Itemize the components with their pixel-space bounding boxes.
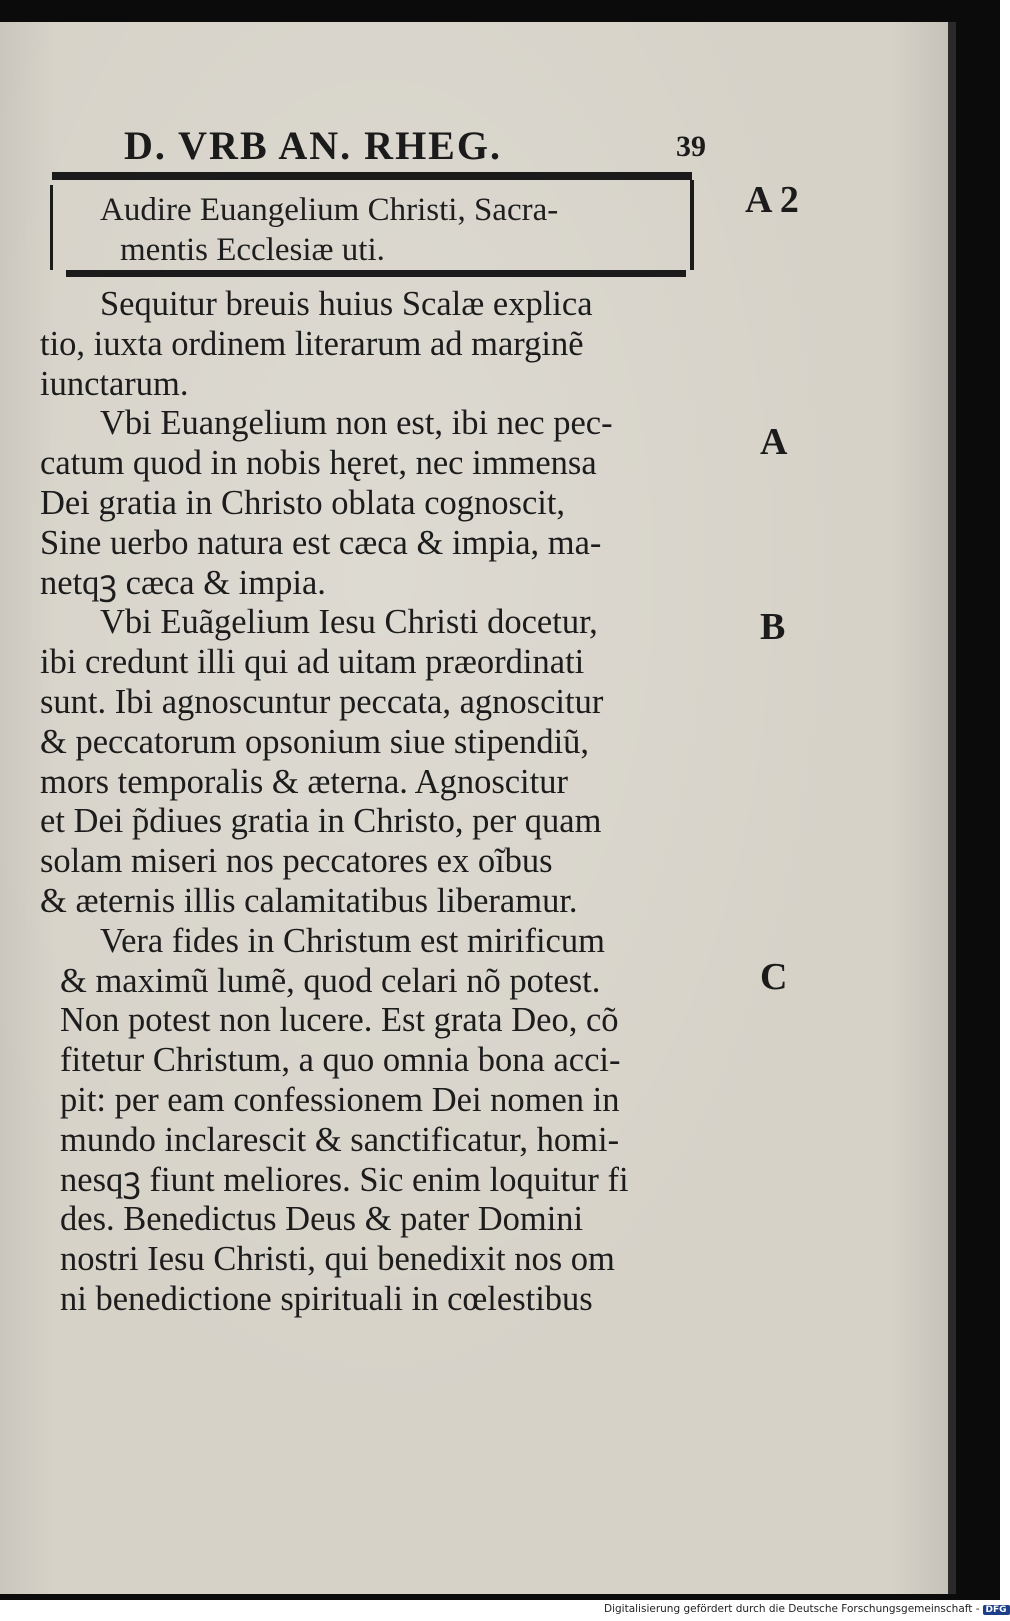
margin-letter-c: C bbox=[760, 956, 788, 998]
running-head: D. VRB AN. RHEG. bbox=[124, 123, 502, 168]
page-number: 39 bbox=[676, 130, 706, 163]
box-bottom-rule bbox=[66, 270, 686, 277]
page-edge bbox=[948, 22, 956, 1594]
margin-letter-a: A bbox=[760, 421, 788, 463]
box-left-rule bbox=[50, 185, 53, 270]
text-line: solam miseri nos peccatores ex oĩbus bbox=[40, 842, 553, 881]
boxed-heading-line-1: Audire Euangelium Christi, Sacra- bbox=[100, 192, 559, 228]
text-line: nesqꝫ fiunt meliores. Sic enim loquitur fi bbox=[60, 1160, 629, 1199]
text-line: Vera fides in Christum est mirificum bbox=[100, 921, 605, 960]
text-line: sunt. Ibi agnoscuntur peccata, agnoscitur bbox=[40, 682, 604, 721]
text-line: pit: per eam confessionem Dei nomen in bbox=[60, 1080, 620, 1119]
text-line: Vbi Euangelium non est, ibi nec pec- bbox=[100, 404, 613, 443]
text-line: mundo inclarescit & sanctificatur, homi- bbox=[60, 1120, 620, 1159]
text-line: Vbi Euãgelium Iesu Christi docetur, bbox=[100, 603, 598, 642]
text-line: Non potest non lucere. Est grata Deo, cõ bbox=[60, 1001, 619, 1040]
margin-letter-b: B bbox=[760, 606, 786, 648]
text-line: & æternis illis calamitatibus liberamur. bbox=[40, 881, 578, 920]
text-line: iunctarum. bbox=[40, 364, 189, 403]
body-text bbox=[40, 285, 712, 1320]
box-top-rule bbox=[52, 172, 692, 180]
text-line: nostri Iesu Christi, qui benedixit nos om bbox=[60, 1240, 615, 1279]
text-line: netqꝫ cæca & impia. bbox=[40, 563, 326, 602]
text-line: fitetur Christum, a quo omnia bona acci- bbox=[60, 1041, 621, 1080]
text-line: mors temporalis & æterna. Agnoscitur bbox=[40, 762, 568, 801]
text-line: ni benedictione spirituali in cœlestibus bbox=[60, 1279, 593, 1318]
digitization-credit bbox=[604, 1603, 1010, 1615]
text-line: Dei gratia in Christo oblata cognoscit, bbox=[40, 483, 566, 522]
credit-text: Digitalisierung gefördert durch die Deutsche Forschungsgemeinschaft - bbox=[604, 1603, 980, 1615]
text-line: des. Benedictus Deus & pater Domini bbox=[60, 1200, 584, 1239]
boxed-heading-line-2: mentis Ecclesiæ uti. bbox=[120, 232, 385, 268]
text-line: tio, iuxta ordinem literarum ad marginẽ bbox=[40, 324, 584, 363]
dfg-logo: DFG bbox=[983, 1605, 1010, 1615]
text-line: et Dei p̃diues gratia in Christo, per quam bbox=[40, 802, 602, 841]
text-line: catum quod in nobis hęret, nec immensa bbox=[40, 444, 597, 483]
text-line: Sequitur breuis huius Scalæ explica bbox=[100, 285, 593, 323]
text-line: ibi credunt illi qui ad uitam præordinati bbox=[40, 643, 585, 682]
margin-letter-a2: A 2 bbox=[745, 179, 799, 221]
text-line: Sine uerbo natura est cæca & impia, ma- bbox=[40, 523, 602, 562]
boxed-heading bbox=[100, 190, 700, 270]
text-line: & maximũ lumẽ, quod celari nõ potest. bbox=[60, 961, 601, 1000]
text-line: & peccatorum opsonium siue stipendiũ, bbox=[40, 722, 590, 761]
